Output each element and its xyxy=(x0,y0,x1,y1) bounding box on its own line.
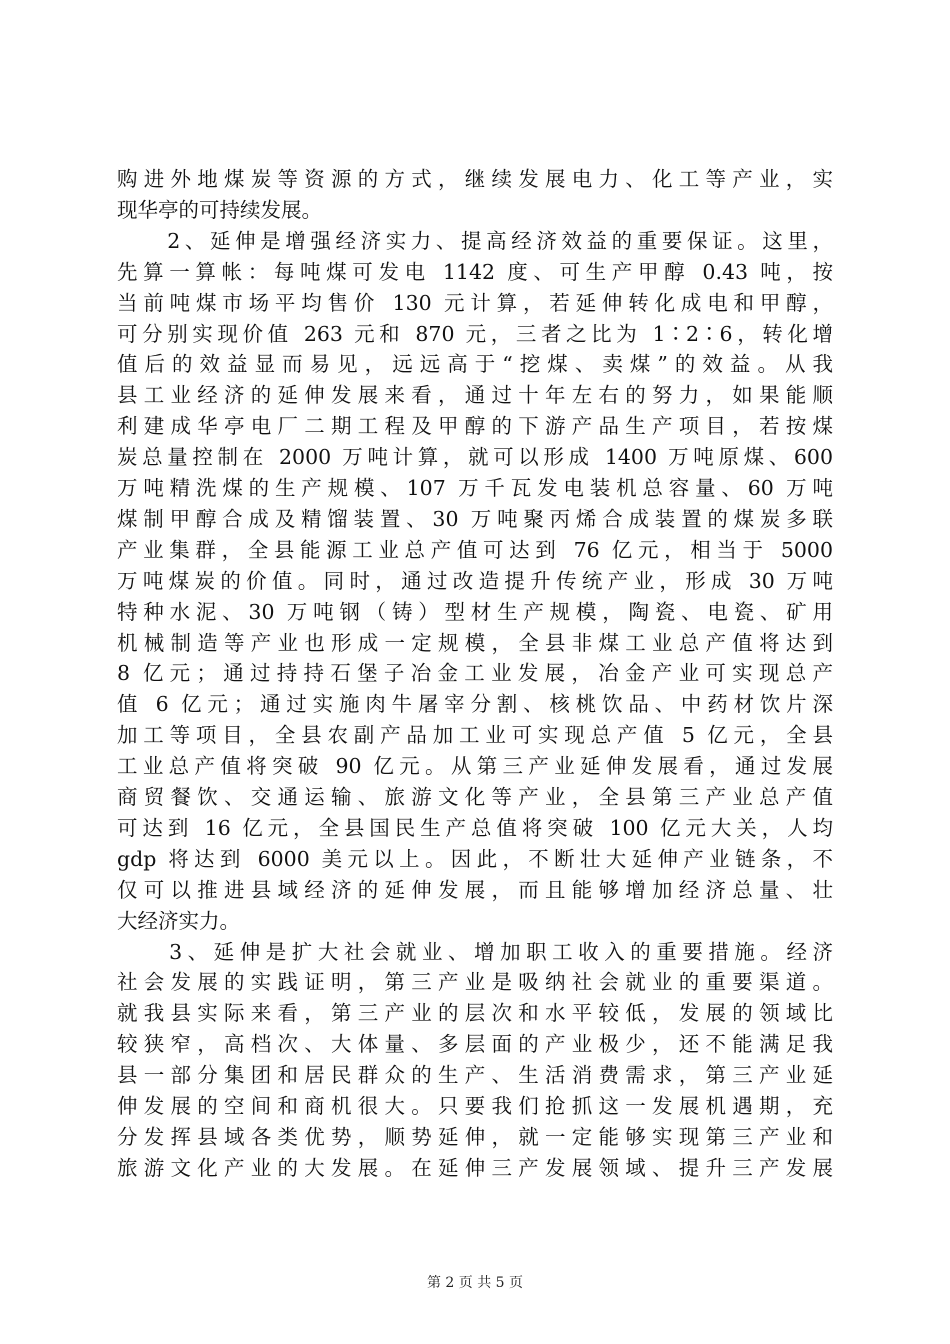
text-line: 现华亭的可持续发展。 xyxy=(117,197,322,222)
text-line: 值 6 亿元；通过实施肉牛屠宰分割、核桃饮品、中药材饮片深 xyxy=(117,692,833,717)
text-line: 工业总产值将突破 90 亿元。从第三产业延伸发展看，通过发展 xyxy=(117,754,833,779)
text-line: 煤制甲醇合成及精馏装置、30 万吨聚丙烯合成装置的煤炭多联 xyxy=(117,506,833,531)
text-line: 社会发展的实践证明，第三产业是吸纳社会就业的重要渠道。 xyxy=(117,970,833,995)
text-line: 就我县实际来看，第三产业的层次和水平较低，发展的领域比 xyxy=(117,1001,833,1026)
text-line: 仅可以推进县域经济的延伸发展，而且能够增加经济总量、壮 xyxy=(117,877,833,902)
text-line: 利建成华亭电厂二期工程及甲醇的下游产品生产项目，若按煤 xyxy=(117,414,833,439)
text-line: 较狭窄，高档次、大体量、多层面的产业极少，还不能满足我 xyxy=(117,1032,833,1057)
text-line: 机械制造等产业也形成一定规模，全县非煤工业总产值将达到 xyxy=(117,630,833,655)
text-line: 大经济实力。 xyxy=(117,908,240,933)
text-line: 加工等项目，全县农副产品加工业可实现总产值 5 亿元，全县 xyxy=(117,723,833,748)
text-line: 8 亿元；通过持持石堡子冶金工业发展，冶金产业可实现总产 xyxy=(117,661,833,686)
text-line: 炭总量控制在 2000 万吨计算，就可以形成 1400 万吨原煤、600 xyxy=(117,445,833,470)
text-line: 可达到 16 亿元，全县国民生产总值将突破 100 亿元大关，人均 xyxy=(117,815,833,840)
text-line: 2、延伸是增强经济实力、提高经济效益的重要保证。这里， xyxy=(117,228,833,253)
text-line: 先算一算帐：每吨煤可发电 1142 度、可生产甲醇 0.43 吨，按 xyxy=(117,259,833,284)
text-line: 万吨精洗煤的生产规模、107 万千瓦发电装机总容量、60 万吨 xyxy=(117,476,833,500)
text-line: 可分别实现价值 263 元和 870 元，三者之比为 1∶2∶6，转化增 xyxy=(117,321,833,346)
text-line: 伸发展的空间和商机很大。只要我们抢抓这一发展机遇期，充 xyxy=(117,1094,833,1118)
text-line: 商贸餐饮、交通运输、旅游文化等产业，全县第三产业总产值 xyxy=(117,785,833,809)
text-line: 县一部分集团和居民群众的生产、生活消费需求，第三产业延 xyxy=(117,1063,833,1088)
text-line: 县工业经济的延伸发展来看，通过十年左右的努力，如果能顺 xyxy=(117,383,833,408)
text-line: 分发挥县域各类优势，顺势延伸，就一定能够实现第三产业和 xyxy=(117,1124,833,1149)
text-line: 购进外地煤炭等资源的方式，继续发展电力、化工等产业，实 xyxy=(117,167,833,191)
text-line: 3、延伸是扩大社会就业、增加职工收入的重要措施。经济 xyxy=(117,939,833,964)
text-line: gdp 将达到 6000 美元以上。因此，不断壮大延伸产业链条，不 xyxy=(117,846,833,871)
text-line: 旅游文化产业的大发展。在延伸三产发展领域、提升三产发展 xyxy=(117,1155,833,1180)
text-line: 特种水泥、30 万吨钢（铸）型材生产规模，陶瓷、电瓷、矿用 xyxy=(117,599,833,624)
page-footer: 第 2 页 共 5 页 xyxy=(426,1275,524,1291)
text-line: 万吨煤炭的价值。同时，通过改造提升传统产业，形成 30 万吨 xyxy=(117,568,833,593)
text-line: 值后的效益显而易见，远远高于“挖煤、卖煤”的效益。从我 xyxy=(117,352,833,377)
text-line: 当前吨煤市场平均售价 130 元计算，若延伸转化成电和甲醇， xyxy=(117,290,833,315)
text-line: 产业集群，全县能源工业总产值可达到 76 亿元，相当于 5000 xyxy=(117,537,833,562)
